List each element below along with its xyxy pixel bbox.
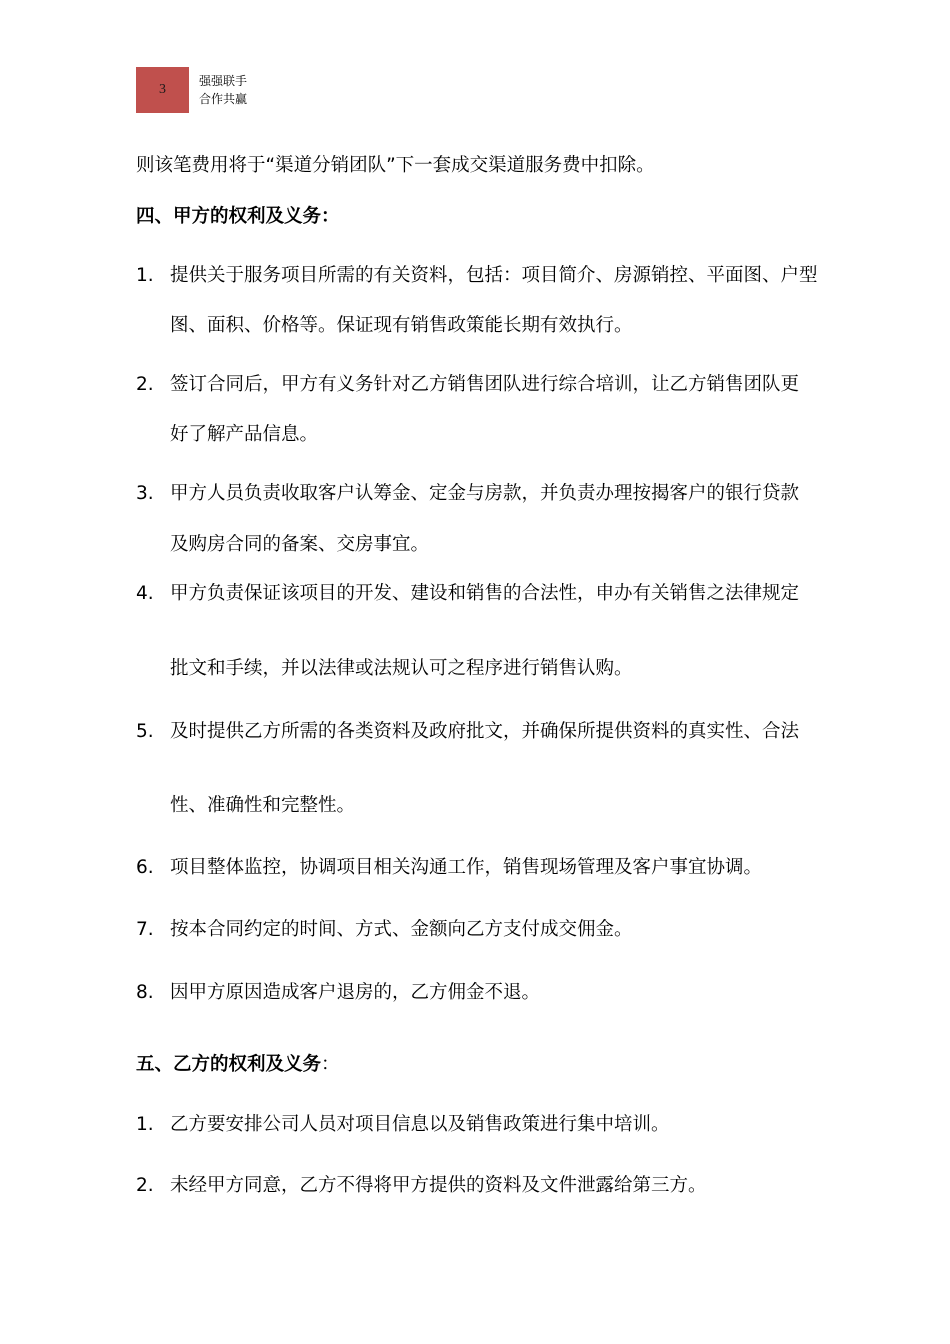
s4-item-4-number: 4. <box>136 583 154 604</box>
slogan-line-2: 合作共赢 <box>199 92 248 106</box>
s5-item-2-line-1: 未经甲方同意，乙方不得将甲方提供的资料及文件泄露给第三方。 <box>170 1175 707 1196</box>
section-4-heading: 四、甲方的权利及义务： <box>136 206 340 227</box>
s4-item-8-line-1: 因甲方原因造成客户退房的，乙方佣金不退。 <box>170 982 541 1003</box>
s4-item-1-line-2: 图、面积、价格等。保证现有销售政策能长期有效执行。 <box>170 315 633 336</box>
header-slogan <box>199 72 247 108</box>
s4-item-7-number: 7. <box>136 919 154 940</box>
page-header <box>136 67 247 113</box>
s4-item-3-line-2: 及购房合同的备案、交房事宜。 <box>170 534 430 555</box>
s4-item-1-line-1: 提供关于服务项目所需的有关资料，包括：项目简介、房源销控、平面图、户型 <box>170 265 818 286</box>
s5-item-1-line-1: 乙方要安排公司人员对项目信息以及销售政策进行集中培训。 <box>170 1114 670 1135</box>
s5-item-2-number: 2. <box>136 1175 154 1196</box>
s4-item-5-line-1: 及时提供乙方所需的各类资料及政府批文，并确保所提供资料的真实性、合法 <box>170 721 800 742</box>
s5-item-1-number: 1. <box>136 1114 154 1135</box>
s4-item-5-number: 5. <box>136 721 154 742</box>
s4-item-6-line-1: 项目整体监控，协调项目相关沟通工作，销售现场管理及客户事宜协调。 <box>170 857 763 878</box>
s4-item-3-line-1: 甲方人员负责收取客户认筹金、定金与房款，并负责办理按揭客户的银行贷款 <box>170 483 800 504</box>
s4-item-7-line-1: 按本合同约定的时间、方式、金额向乙方支付成交佣金。 <box>170 919 633 940</box>
s4-item-6-number: 6. <box>136 857 154 878</box>
s4-item-3-number: 3. <box>136 483 154 504</box>
s4-item-2-line-2: 好了解产品信息。 <box>170 424 319 445</box>
slogan-line-1: 强强联手 <box>199 74 248 88</box>
s4-item-8-number: 8. <box>136 982 154 1003</box>
s4-item-2-line-1: 签订合同后，甲方有义务针对乙方销售团队进行综合培训，让乙方销售团队更 <box>170 374 800 395</box>
section-5-title: 五、乙方的权利及义务 <box>136 1054 322 1075</box>
s4-item-2-number: 2. <box>136 374 154 395</box>
s4-item-5-line-2: 性、准确性和完整性。 <box>170 795 356 816</box>
s4-item-4-line-2: 批文和手续，并以法律或法规认可之程序进行销售认购。 <box>170 658 633 679</box>
section-5-heading <box>136 1052 340 1078</box>
s4-item-4-line-1: 甲方负责保证该项目的开发、建设和销售的合法性，申办有关销售之法律规定 <box>170 583 800 604</box>
intro-paragraph: 则该笔费用将于“渠道分销团队”下一套成交渠道服务费中扣除。 <box>136 155 655 176</box>
page-number-badge: 3 <box>136 67 189 113</box>
s4-item-1-number: 1. <box>136 265 154 286</box>
section-5-colon: ： <box>321 1054 340 1075</box>
